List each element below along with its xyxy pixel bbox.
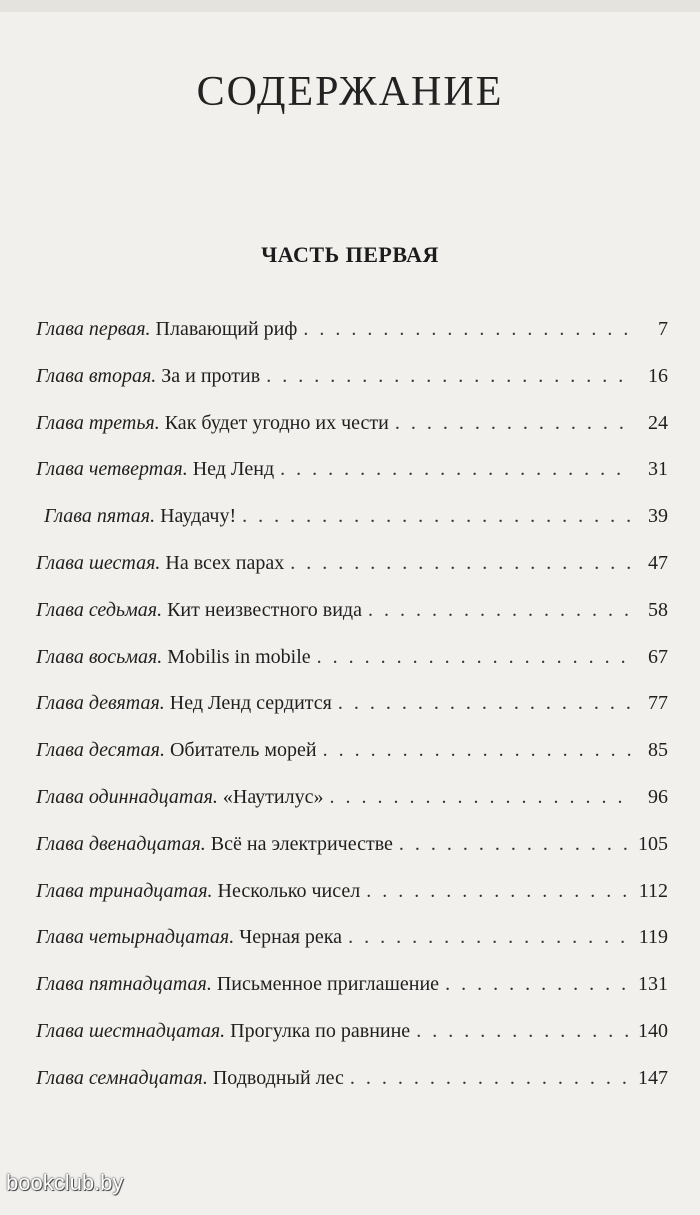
chapter-title: Mobilis in mobile	[167, 645, 311, 668]
chapter-title: Кит неизвестного вида	[167, 598, 362, 621]
toc-entry[interactable]	[36, 587, 668, 634]
section-heading: ЧАСТЬ ПЕРВАЯ	[261, 242, 439, 267]
chapter-label: Глава тринадцатая.	[36, 879, 213, 902]
toc-entry[interactable]	[36, 493, 668, 540]
dot-leader	[348, 914, 632, 961]
page-number: 67	[648, 645, 668, 668]
site-watermark: bookclub.by	[6, 1170, 124, 1195]
dot-leader	[338, 680, 632, 727]
dot-leader	[399, 821, 632, 868]
chapter-title: Наудачу!	[160, 505, 237, 528]
toc-entry[interactable]	[36, 821, 668, 868]
chapter-title: Черная река	[239, 926, 343, 949]
dot-leader	[317, 634, 632, 681]
dot-leader	[368, 587, 632, 634]
chapter-title: Подводный лес	[212, 1066, 344, 1089]
toc-entry[interactable]	[36, 400, 668, 447]
page-number: 39	[648, 505, 668, 528]
page-number: 77	[648, 692, 668, 715]
page-number: 47	[648, 551, 668, 574]
toc-entry[interactable]	[36, 1008, 668, 1055]
chapter-label: Глава одиннадцатая.	[36, 785, 218, 808]
chapter-label: Глава шестнадцатая.	[36, 1019, 226, 1042]
chapter-label: Глава седьмая.	[36, 598, 163, 621]
chapter-label: Глава третья.	[36, 411, 160, 434]
dot-leader	[290, 540, 632, 587]
toc-entry[interactable]	[36, 306, 668, 353]
page-number: 112	[638, 879, 668, 902]
chapter-title: Плавающий риф	[155, 318, 298, 340]
toc-entry[interactable]	[36, 1055, 668, 1102]
toc-entry[interactable]	[36, 727, 668, 774]
chapter-label: Глава первая.	[36, 318, 151, 340]
toc-entry[interactable]	[36, 540, 668, 587]
chapter-title: На всех парах	[165, 551, 285, 574]
chapter-label: Глава шестая.	[36, 551, 161, 574]
chapter-title: Всё на электричестве	[210, 832, 393, 855]
chapter-title: Прогулка по равнине	[230, 1019, 411, 1042]
page-number: 140	[638, 1019, 668, 1042]
page-number: 119	[638, 926, 668, 949]
chapter-title: Несколько чисел	[217, 879, 361, 902]
page-number: 147	[638, 1066, 668, 1089]
toc-entry[interactable]	[36, 680, 668, 727]
toc-entry[interactable]	[36, 634, 668, 681]
chapter-label: Глава четвертая.	[36, 458, 188, 481]
chapter-title: За и против	[161, 364, 261, 387]
chapter-label: Глава пятая.	[44, 505, 156, 528]
dot-leader	[323, 727, 632, 774]
chapter-label: Глава четырнадцатая.	[36, 926, 235, 949]
chapter-label: Глава девятая.	[36, 692, 165, 715]
chapter-title: Нед Ленд	[192, 458, 275, 481]
chapter-label: Глава двенадцатая.	[36, 832, 206, 855]
page-number: 24	[648, 411, 668, 434]
page-number: 58	[648, 598, 668, 621]
page-number: 7	[658, 318, 668, 340]
dot-leader	[303, 306, 632, 353]
chapter-title: Как будет угодно их чести	[164, 411, 389, 434]
dot-leader	[280, 446, 632, 493]
dot-leader	[416, 1008, 632, 1055]
toc-entry[interactable]	[36, 914, 668, 961]
dot-leader	[350, 1055, 632, 1102]
page-number: 85	[648, 739, 668, 762]
chapter-label: Глава восьмая.	[36, 645, 163, 668]
toc-entry[interactable]	[36, 353, 668, 400]
page-number: 131	[638, 973, 668, 996]
dot-leader	[366, 868, 632, 915]
toc-entry[interactable]	[36, 868, 668, 915]
dot-leader	[266, 353, 632, 400]
chapter-title: Нед Ленд сердится	[169, 692, 332, 715]
toc-entry[interactable]	[36, 774, 668, 821]
table-of-contents	[36, 306, 668, 1102]
page-number: 31	[648, 458, 668, 481]
chapter-title: «Наутилус»	[222, 785, 324, 808]
chapter-title: Письменное приглашение	[216, 973, 440, 996]
page-title: СОДЕРЖАНИЕ	[196, 69, 504, 115]
dot-leader	[445, 961, 632, 1008]
page-number: 96	[648, 785, 668, 808]
page-number: 16	[648, 364, 668, 387]
chapter-title: Обитатель морей	[169, 739, 317, 762]
dot-leader	[395, 400, 632, 447]
toc-entry[interactable]	[36, 446, 668, 493]
chapter-label: Глава вторая.	[36, 364, 157, 387]
toc-entry[interactable]	[36, 961, 668, 1008]
chapter-label: Глава семнадцатая.	[36, 1066, 208, 1089]
chapter-label: Глава десятая.	[36, 739, 165, 762]
page-number: 105	[638, 832, 668, 855]
page-top-edge	[0, 0, 700, 12]
dot-leader	[329, 774, 632, 821]
chapter-label: Глава пятнадцатая.	[36, 973, 212, 996]
dot-leader	[242, 493, 632, 540]
